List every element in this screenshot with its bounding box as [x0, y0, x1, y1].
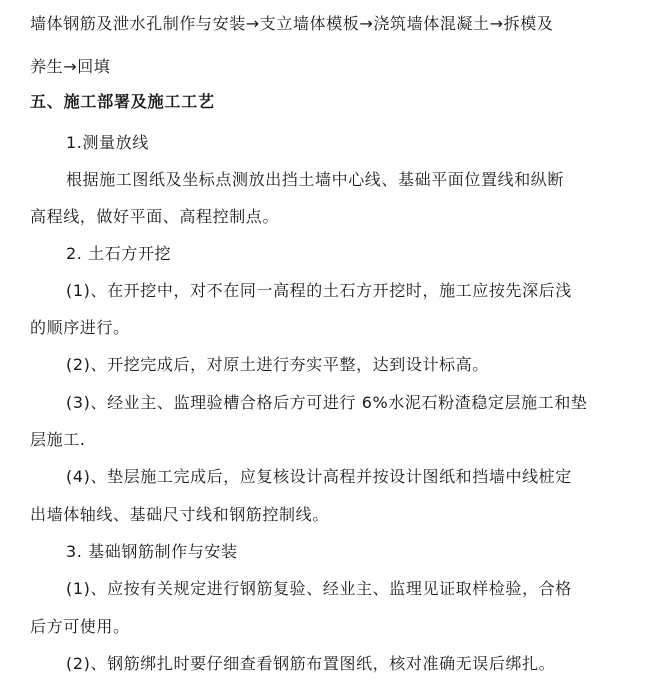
text-line: 墙体钢筋及泄水孔制作与安装→支立墙体模板→浇筑墙体混凝土→拆模及 — [30, 14, 554, 33]
text-line: 出墙体轴线、基础尺寸线和钢筋控制线。 — [30, 505, 329, 524]
text-line: (4)、垫层施工完成后，应复核设计高程并按设计图纸和挡墙中线桩定 — [66, 467, 572, 486]
subsection-title: 3. 基础钢筋制作与安装 — [66, 542, 238, 561]
text-line: (2)、钢筋绑扎时要仔细查看钢筋布置图纸，核对准确无误后绑扎。 — [66, 654, 556, 673]
subsection-title: 1.测量放线 — [66, 133, 149, 152]
text-line: (3)、经业主、监理验槽合格后方可进行 6%水泥石粉渣稳定层施工和垫 — [66, 393, 588, 412]
text-line: 养生→回填 — [30, 57, 111, 76]
text-line: (1)、在开挖中，对不在同一高程的土石方开挖时，施工应按先深后浅 — [66, 281, 572, 300]
text-line: (1)、应按有关规定进行钢筋复验、经业主、监理见证取样检验，合格 — [66, 579, 572, 598]
text-line: 根据施工图纸及坐标点测放出挡土墙中心线、基础平面位置线和纵断 — [66, 170, 565, 189]
text-line: 的顺序进行。 — [30, 318, 130, 337]
section-heading: 五、施工部署及施工工艺 — [30, 92, 215, 111]
text-line: 高程线，做好平面、高程控制点。 — [30, 207, 280, 226]
text-line: 后方可使用。 — [30, 617, 130, 636]
text-line: (2)、开挖完成后，对原土进行夯实平整，达到设计标高。 — [66, 355, 489, 374]
subsection-title: 2. 土石方开挖 — [66, 244, 172, 263]
text-line: 层施工. — [30, 430, 86, 449]
